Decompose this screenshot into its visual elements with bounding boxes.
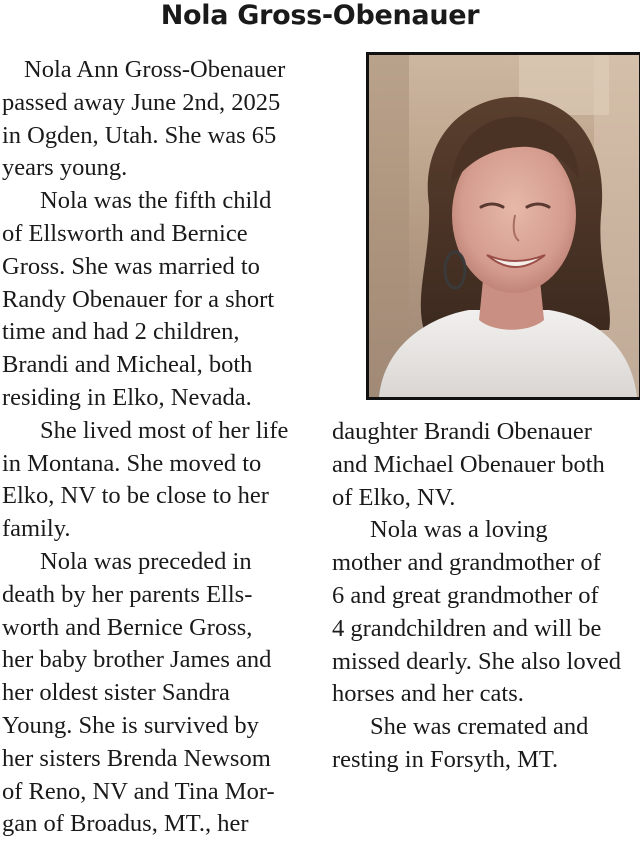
text-line: daughter Brandi Obenauer [332,418,592,445]
text-line: Brandi and Micheal, both [2,351,253,379]
text-line: worth and Bernice Gross, [2,613,253,641]
text-line: horses and her cats. [332,680,524,708]
text-line: She lived most of her life [40,416,289,444]
text-line: and Michael Obenauer both [332,450,605,478]
text-line: gan of Broadus, MT., her [2,810,249,838]
text-line: of Elko, NV. [332,483,456,511]
text-line: Young. She is survived by [2,711,259,739]
text-line: 4 grandchildren and will be [332,614,602,642]
obituary-title: Nola Gross-Obenauer [160,0,480,31]
text-line: passed away June 2nd, 2025 [2,88,281,116]
text-line: of Reno, NV and Tina Mor- [2,777,275,805]
text-line: 6 and great grandmother of [332,581,599,609]
text-line: Nola was the fifth child [40,187,272,215]
text-line: her baby brother James and [2,646,272,674]
text-line: Nola was a loving [370,516,548,544]
text-line: time and had 2 children, [2,318,240,346]
obituary-right-column [332,416,640,777]
text-line: missed dearly. She also loved [332,647,621,675]
text-line: Gross. She was married to [2,252,260,280]
text-line: She was cremated and [370,713,589,741]
text-line: Nola was preceded in [40,547,252,575]
portrait-photo [366,52,640,400]
text-line: Nola Ann Gross-Obenauer [24,56,286,83]
text-line: resting in Forsyth, MT. [332,745,559,773]
text-line: her sisters Brenda Newsom [2,744,271,772]
text-line: in Montana. She moved to [2,449,262,477]
text-line: Randy Obenauer for a short [2,285,275,313]
text-line: of Ellsworth and Bernice [2,219,248,247]
text-line: residing in Elko, Nevada. [2,383,252,411]
text-line: mother and grandmother of [332,549,601,577]
text-line: family. [2,515,71,543]
portrait-image [369,55,639,397]
text-line: years young. [2,154,128,182]
text-line: in Ogden, Utah. She was 65 [2,121,277,149]
text-line: Elko, NV to be close to her [2,482,269,510]
text-line: death by her parents Ells- [2,580,253,608]
text-line: her oldest sister Sandra [2,679,230,707]
obituary-left-column [2,54,320,841]
